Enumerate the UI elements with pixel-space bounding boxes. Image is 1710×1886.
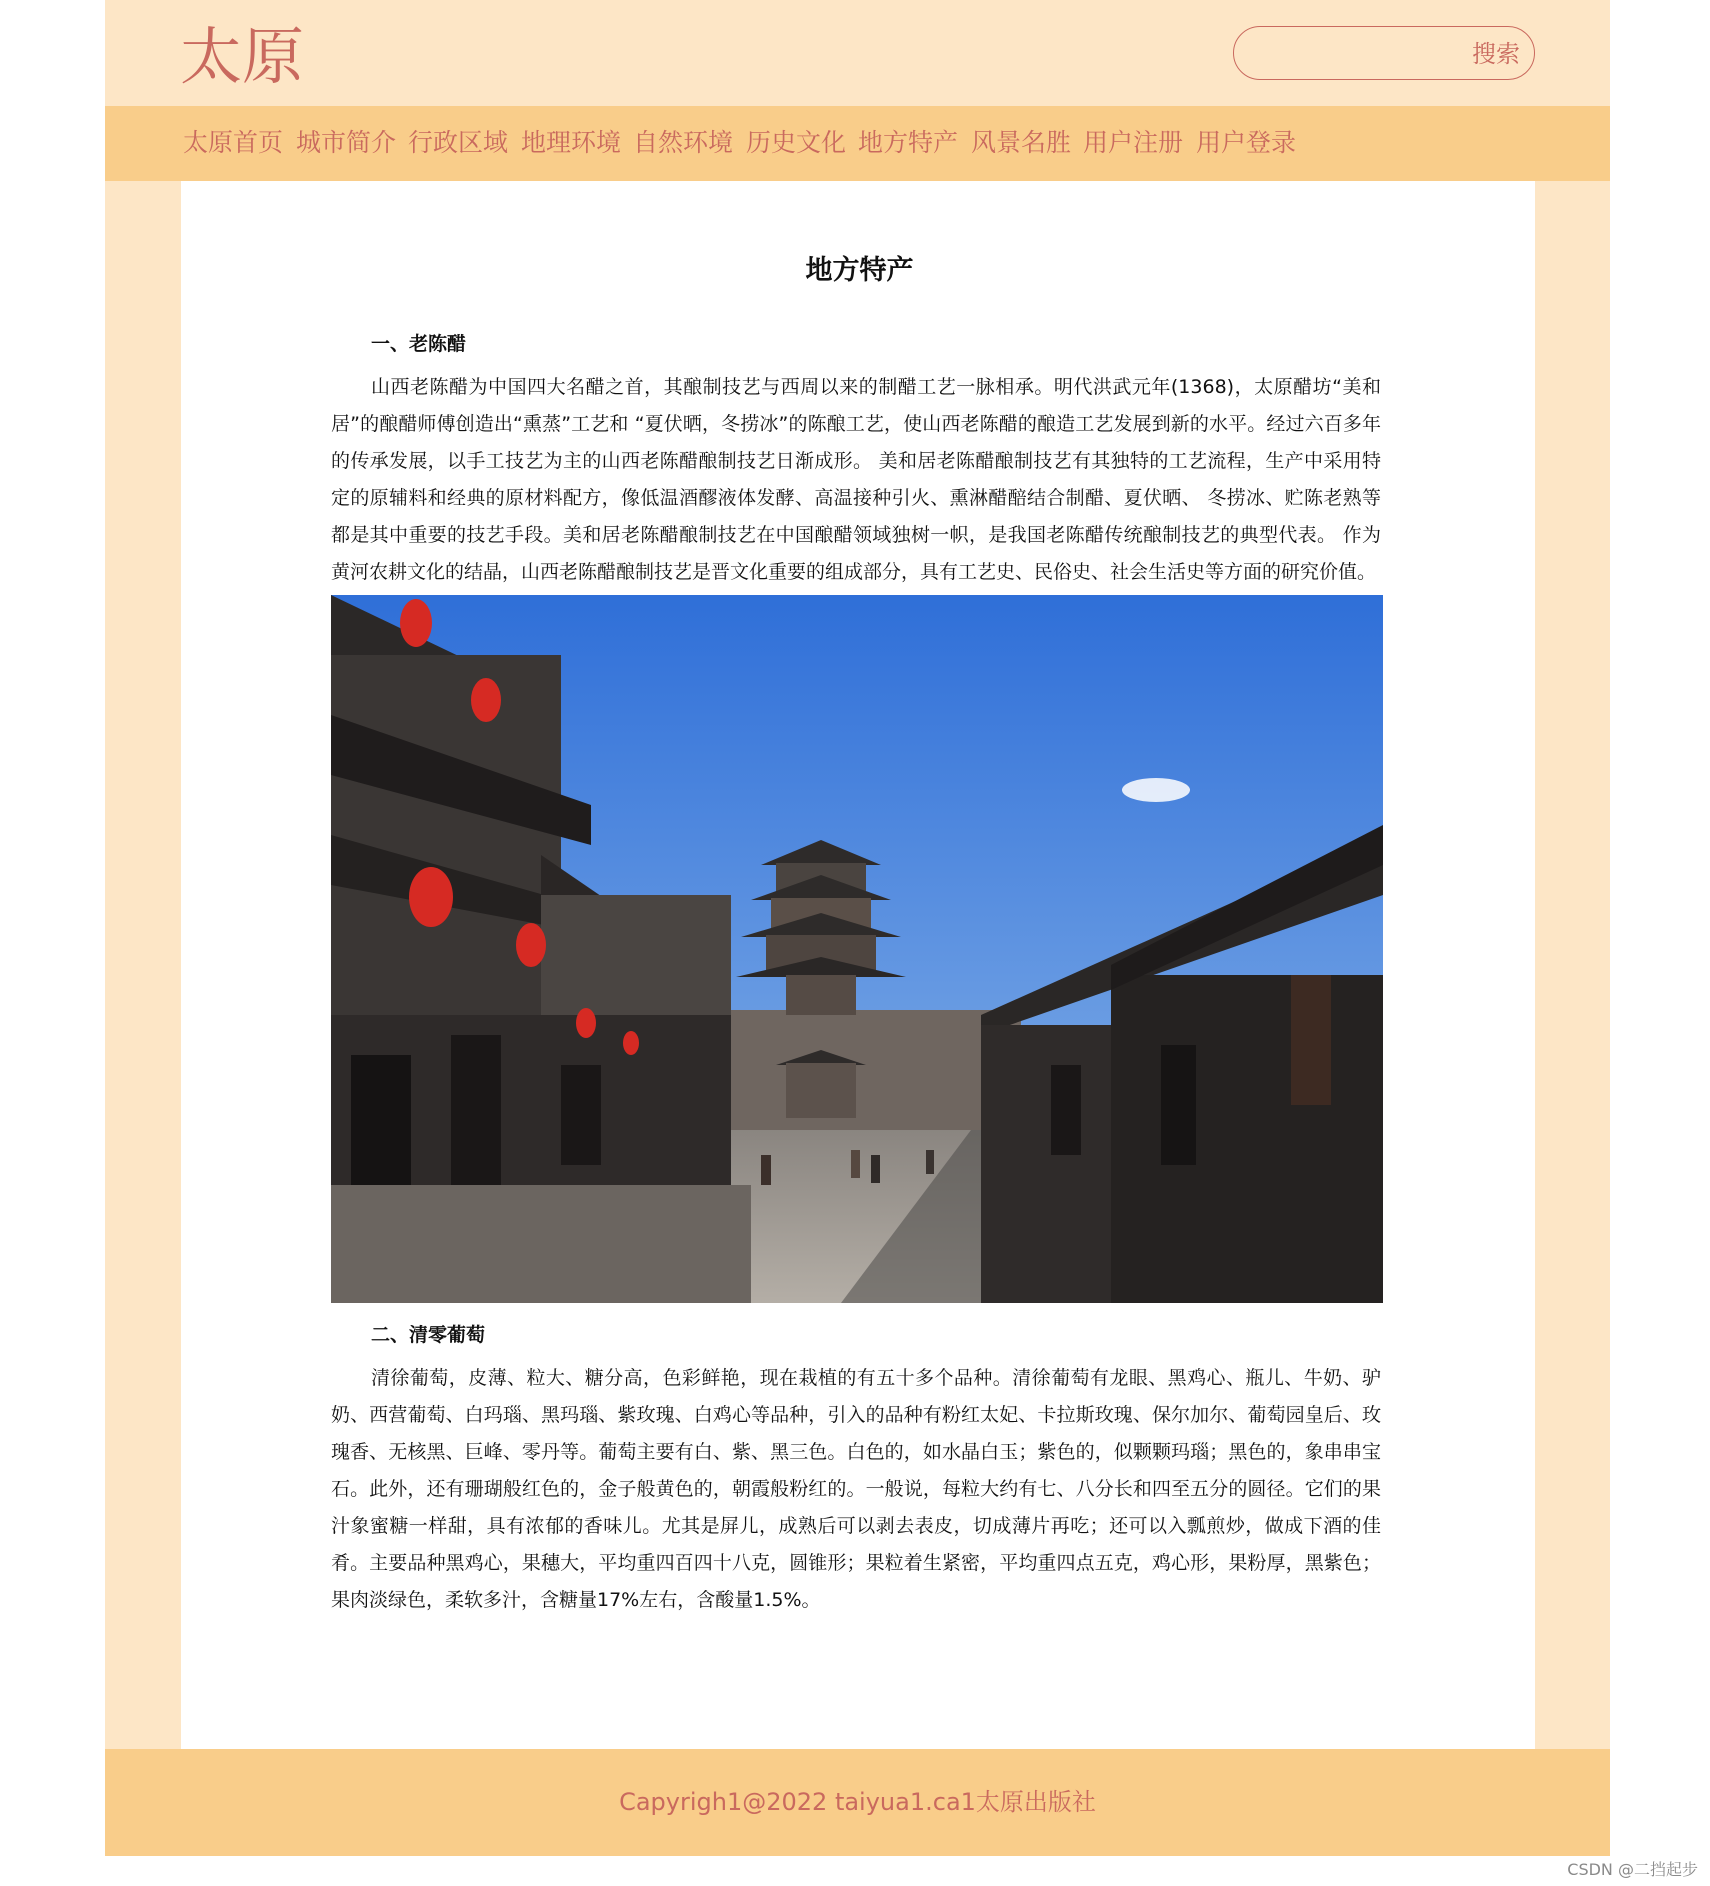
search-input[interactable] xyxy=(1248,37,1458,69)
nav-item-geography[interactable]: 地理环境 xyxy=(521,128,622,157)
nav-item-login[interactable]: 用户登录 xyxy=(1196,128,1297,157)
nav-item-districts[interactable]: 行政区域 xyxy=(408,128,509,157)
section-paragraph: 山西老陈醋为中国四大名醋之首，其酿制技艺与西周以来的制醋工艺一脉相承。明代洪武元年(1368)，太原醋坊“美和居”的酿醋师傅创造出“熏蒸”工艺和 “夏伏晒，冬捞冰”的陈酿工艺，使山西老陈醋的酿造工艺发展到新的水平。经过六百多年的传承发展，以手工技艺为主的山西老陈醋酿制技艺日渐成形。 美和居老陈醋酿制技艺有其独特的工艺流程，生产中采用特定的原辅料和经典的原材料配方，像低温酒醪液体发酵、高温接种引火、熏淋醋醅结合制醋、夏伏晒、 冬捞冰、贮陈老熟等都是其中重要的技艺手段。美和居老陈醋酿制技艺在中国酿醋领域独树一帜，是我国老陈醋传统酿制技艺的典型代表。 作为黄河农耕文化的结晶，山西老陈醋酿制技艺是晋文化重要的组成部分，具有工艺史、民俗史、社会生活史等方面的研究价值。 xyxy=(331,376,1381,583)
nav-item-city-intro[interactable]: 城市简介 xyxy=(296,128,397,157)
nav-item-specialties[interactable]: 地方特产 xyxy=(858,128,959,157)
site-logo[interactable]: 太原 xyxy=(180,20,305,93)
footer xyxy=(105,1749,1610,1856)
csdn-watermark: CSDN @二挡起步 xyxy=(1567,1860,1698,1879)
nav-item-history[interactable]: 历史文化 xyxy=(746,128,847,157)
section-heading: 一、老陈醋 xyxy=(371,333,467,355)
search-box[interactable] xyxy=(1233,26,1535,80)
section-paragraph: 清徐葡萄，皮薄、粒大、糖分高，色彩鲜艳，现在栽植的有五十多个品种。清徐葡萄有龙眼、黑鸡心、瓶儿、牛奶、驴奶、西营葡萄、白玛瑙、黑玛瑙、紫玫瑰、白鸡心等品种，引入的品种有粉红太妃、卡拉斯玫瑰、保尔加尔、葡萄园皇后、玫瑰香、无核黑、巨峰、零丹等。葡萄主要有白、紫、黑三色。白色的，如水晶白玉；紫色的，似颗颗玛瑙；黑色的，象串串宝石。此外，还有珊瑚般红色的，金子般黄色的，朝霞般粉红的。一般说，每粒大约有七、八分长和四至五分的圆径。它们的果汁象蜜糖一样甜，具有浓郁的香味儿。尤其是屏儿，成熟后可以剥去表皮，切成薄片再吃；还可以入瓢煎炒，做成下酒的佳肴。主要品种黑鸡心，果穗大，平均重四百四十八克，圆锥形；果粒着生紧密，平均重四点五克，鸡心形，果粉厚，黑紫色；果肉淡绿色，柔软多汁，含糖量17%左右，含酸量1.5%。 xyxy=(331,1367,1381,1611)
nav-item-register[interactable]: 用户注册 xyxy=(1083,128,1184,157)
nav-item-home[interactable]: 太原首页 xyxy=(183,128,284,157)
search-button[interactable]: 搜索 xyxy=(1472,40,1520,68)
page-container xyxy=(105,0,1610,1856)
main-content xyxy=(181,181,1535,1749)
nav-item-scenic-spots[interactable]: 风景名胜 xyxy=(971,128,1072,157)
copyright-text: Capyrigh1@2022 taiyua1.ca1太原出版社 xyxy=(619,1788,1096,1816)
main-nav xyxy=(105,106,1610,181)
article xyxy=(331,251,1381,1619)
nav-item-nature[interactable]: 自然环境 xyxy=(633,128,734,157)
section-heading: 二、清零葡萄 xyxy=(371,1324,486,1346)
header xyxy=(105,0,1610,106)
page-title: 地方特产 xyxy=(805,255,914,286)
ancient-street-photo xyxy=(331,595,1383,1303)
